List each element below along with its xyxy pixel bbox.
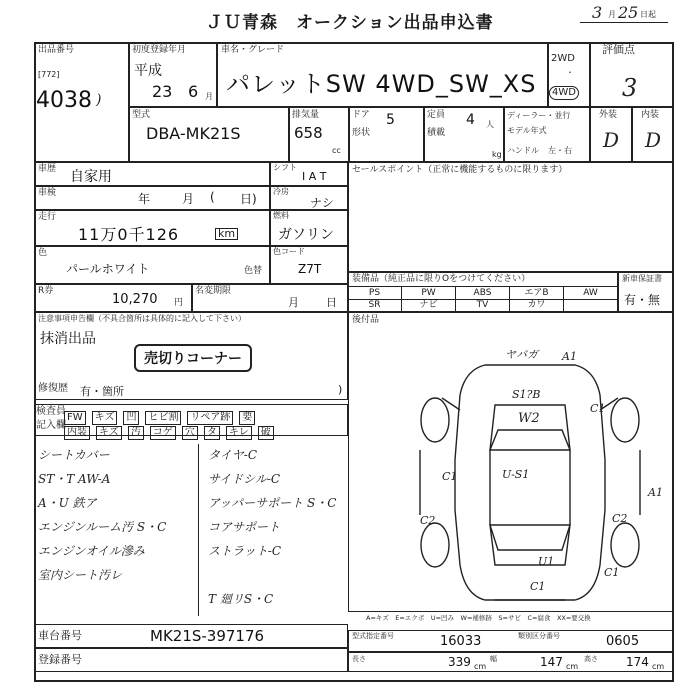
handwritten-note: エンジンルーム汚 S・C: [38, 520, 167, 534]
check-label-1: 検査員: [36, 406, 66, 417]
equipment-item: ABS: [456, 287, 510, 300]
name-change-day: 日: [326, 296, 337, 309]
date-day: 25: [618, 3, 639, 22]
mark-roof: S1?B: [512, 388, 541, 401]
new-warranty-value: 有・無: [624, 293, 661, 307]
wheel-front-right: [611, 398, 639, 442]
check-item: FW: [64, 411, 86, 425]
reg-no-label: 登録番号: [38, 653, 82, 666]
grade-label: 評価点: [602, 43, 635, 56]
recycle-label: R券: [38, 286, 54, 296]
equipment-label: 装備品（純正品に限りOをつけてください）: [352, 274, 531, 284]
equipment-item: ナビ: [402, 299, 456, 312]
color-code-label: 色コード: [273, 247, 305, 256]
lot-value: 4038: [36, 88, 92, 113]
car-windshield: [490, 430, 570, 450]
drive-4wd: 4WD: [549, 86, 579, 100]
rating-label-2: 類別区分番号: [518, 632, 560, 640]
check-label-2: 記入欄: [36, 420, 66, 431]
mark-br: C2: [612, 512, 628, 525]
model-label: 型式: [132, 110, 151, 120]
inspection-month: 月: [182, 192, 195, 206]
check-item: コゲ: [150, 426, 176, 440]
lot-mark: ): [96, 92, 102, 108]
interior-label: 内装: [641, 110, 660, 120]
check-item: 内装: [64, 426, 90, 440]
handwritten-note: アッパーサポート S・C: [208, 496, 337, 510]
name-change-month: 月: [288, 296, 299, 309]
mileage-label: 走行: [38, 212, 57, 222]
rating-label-1: 型式指定番号: [352, 632, 394, 640]
car-name-label: 車名・グレード: [221, 45, 285, 55]
rating-value-1: 16033: [440, 634, 482, 649]
mark-top-left: ヤバガ: [505, 350, 538, 361]
lot-sub: [772]: [38, 70, 60, 79]
registration-month-unit: 月: [205, 92, 213, 101]
handwritten-note: T 廻リS・C: [208, 592, 274, 606]
registration-year: 23: [152, 82, 173, 101]
notes-label: 注意事項申告欄（不具合箇所は具体的に記入して下さい）: [38, 314, 246, 323]
inspection-day: 日): [240, 192, 257, 206]
handle-value: 左・右: [548, 146, 572, 155]
recycle-unit: 円: [174, 298, 184, 308]
load-label: 積載: [427, 128, 446, 138]
equipment-item: エアB: [510, 287, 564, 300]
displacement-unit: cc: [332, 146, 341, 155]
aftermarket-label: 後付品: [352, 315, 380, 325]
chassis-label: 車台番号: [38, 629, 82, 642]
registration-label: 初度登録年月: [132, 45, 187, 55]
dims-height-unit: cm: [652, 662, 665, 671]
handwritten-note: 室内シート汚レ: [38, 568, 123, 582]
drive-dot: ・: [566, 68, 574, 77]
displacement-value: 658: [294, 124, 323, 142]
equipment-item: TV: [456, 299, 510, 312]
dims-width-unit: cm: [566, 662, 579, 671]
check-item: キレ: [226, 426, 252, 440]
equipment-row-2: [348, 299, 618, 312]
mark-top-right: A1: [562, 350, 577, 363]
mark-hood: W2: [518, 411, 540, 426]
equipment-item: AW: [564, 287, 618, 300]
sales-point-label: セールスポイント（正常に機能するものに限ります）: [352, 165, 568, 175]
check-item: タ: [204, 426, 220, 440]
color-label: 色: [38, 248, 48, 258]
handwritten-notes-right: [208, 446, 348, 616]
damage-legend: A=キズ E=エクボ U=凹み W=補修跡 S=サビ C=腐食 XX=要交換: [366, 614, 591, 622]
car-rear-window: [490, 525, 570, 550]
equipment-item: カワ: [510, 299, 564, 312]
interior-value: D: [645, 128, 662, 152]
shift-label: シフト: [273, 163, 297, 172]
check-item: 穴: [182, 426, 198, 440]
wheel-rear-left: [421, 523, 449, 567]
exterior-value: D: [603, 128, 620, 152]
dims-length-unit: cm: [474, 662, 487, 671]
inspection-paren: (: [210, 190, 215, 204]
handwritten-note: サイドシル-C: [208, 472, 281, 486]
check-item: キズ: [96, 426, 122, 440]
name-change-label: 名変期限: [195, 286, 232, 296]
handle-label: ハンドル: [507, 146, 539, 155]
date-suffix: 日起: [640, 10, 656, 19]
handwritten-notes-left: [38, 446, 208, 616]
shift-value: I A T: [302, 170, 327, 183]
car-damage-diagram: [390, 350, 670, 620]
repair-value: 有・箇所: [80, 385, 124, 398]
mark-tail: U1: [538, 555, 555, 568]
handwritten-note: シートカバー: [38, 448, 110, 462]
load-unit: kg: [492, 150, 502, 159]
notes-divider: [198, 444, 199, 616]
inspection-label: 車検: [38, 188, 57, 198]
dims-length-label: 長さ: [352, 655, 366, 663]
date-underline: [580, 22, 668, 23]
mark-side-left: C1: [442, 470, 458, 483]
check-item: 要: [239, 411, 255, 425]
mark-bottom: C1: [530, 580, 546, 593]
capacity-unit: 人: [486, 120, 494, 129]
car-name: パレットSW 4WD_SW_XS: [226, 70, 537, 98]
mark-bl: C2: [420, 514, 436, 527]
check-item: ヒビ割: [145, 411, 181, 425]
handwritten-note: タイヤ-C: [208, 448, 257, 462]
drive-2wd: 2WD: [551, 53, 575, 64]
equipment-item: PW: [402, 287, 456, 300]
chassis-value: MK21S-397176: [150, 627, 265, 645]
check-item: 破: [258, 426, 274, 440]
color-value: パールホワイト: [66, 262, 150, 276]
usage-value: 自家用: [70, 169, 112, 185]
handwritten-note: ST・T AW-A: [38, 472, 111, 486]
mileage-value: 11万0千126: [78, 225, 180, 244]
wheel-front-left: [421, 398, 449, 442]
fuel-value: ガソリン: [278, 227, 334, 243]
usage-label: 車歴: [38, 164, 57, 174]
inspection-box: [34, 186, 270, 210]
registration-month: 6: [188, 82, 199, 101]
handwritten-note: コアサポート: [208, 520, 281, 534]
doors-value: 5: [386, 112, 395, 128]
handwritten-note: エンジンオイル滲み: [38, 544, 145, 558]
equipment-item: SR: [348, 299, 402, 312]
dims-height-label: 高さ: [584, 655, 598, 663]
dims-width: 147: [540, 655, 563, 669]
date-month-unit: 月: [608, 10, 616, 19]
color-code-value: Z7T: [298, 262, 322, 276]
mark-right-arrow: A1: [648, 486, 663, 499]
equipment-row-1: [348, 286, 618, 300]
date-month: 3: [592, 3, 603, 22]
mileage-unit: km: [215, 228, 238, 240]
exterior-label: 外装: [599, 110, 618, 120]
mark-side-right: C1: [590, 402, 606, 415]
check-item: 汚: [128, 426, 144, 440]
lot-label: 出品番号: [38, 45, 75, 55]
check-row-2: [64, 420, 348, 438]
doors-sub-label: 形状: [352, 128, 371, 138]
model-year-label: モデル年式: [507, 126, 547, 135]
ac-label: 冷房: [273, 187, 289, 196]
repair-close: ): [338, 383, 343, 396]
inspection-year: 年: [138, 192, 151, 206]
dims-length: 339: [448, 655, 471, 669]
doors-label: ドア: [352, 110, 370, 120]
check-row-1: [64, 405, 348, 423]
displacement-label: 排気量: [292, 110, 320, 120]
handwritten-note: ストラット-C: [208, 544, 281, 558]
capacity-label: 定員: [427, 110, 446, 120]
wheel-rear-right: [611, 523, 639, 567]
mark-br2: C1: [604, 566, 620, 579]
check-item: リペア跡: [187, 411, 233, 425]
model-value: DBA-MK21S: [146, 124, 241, 143]
color-change-label: 色替: [244, 266, 263, 276]
dims-width-label: 幅: [490, 655, 497, 663]
new-warranty-label: 新車保証書: [622, 274, 662, 283]
grade-value: 3: [622, 74, 638, 102]
mark-center: U-S1: [502, 468, 530, 481]
car-roof: [490, 405, 570, 565]
sold-out-stamp: 売切りコーナー: [134, 344, 252, 372]
capacity-value: 4: [466, 112, 475, 128]
recycle-value: 10,270: [112, 292, 158, 307]
page-title: ＪＵ青森 オークション出品申込書: [206, 13, 494, 33]
fuel-label: 燃料: [273, 211, 289, 220]
sales-point-box: [348, 162, 674, 272]
ac-value: ナシ: [310, 196, 334, 210]
equipment-item: PS: [348, 287, 402, 300]
rating-value-2: 0605: [606, 634, 640, 649]
dealer-label: ディーラー・並行: [507, 111, 571, 120]
dims-height: 174: [626, 655, 649, 669]
notes-line1: 抹消出品: [40, 331, 96, 347]
handwritten-note: A・U 鉄ア: [38, 496, 97, 510]
check-item: キズ: [92, 411, 118, 425]
repair-label: 修復歴: [38, 383, 68, 394]
check-item: 凹: [123, 411, 139, 425]
registration-era: 平成: [134, 63, 162, 79]
